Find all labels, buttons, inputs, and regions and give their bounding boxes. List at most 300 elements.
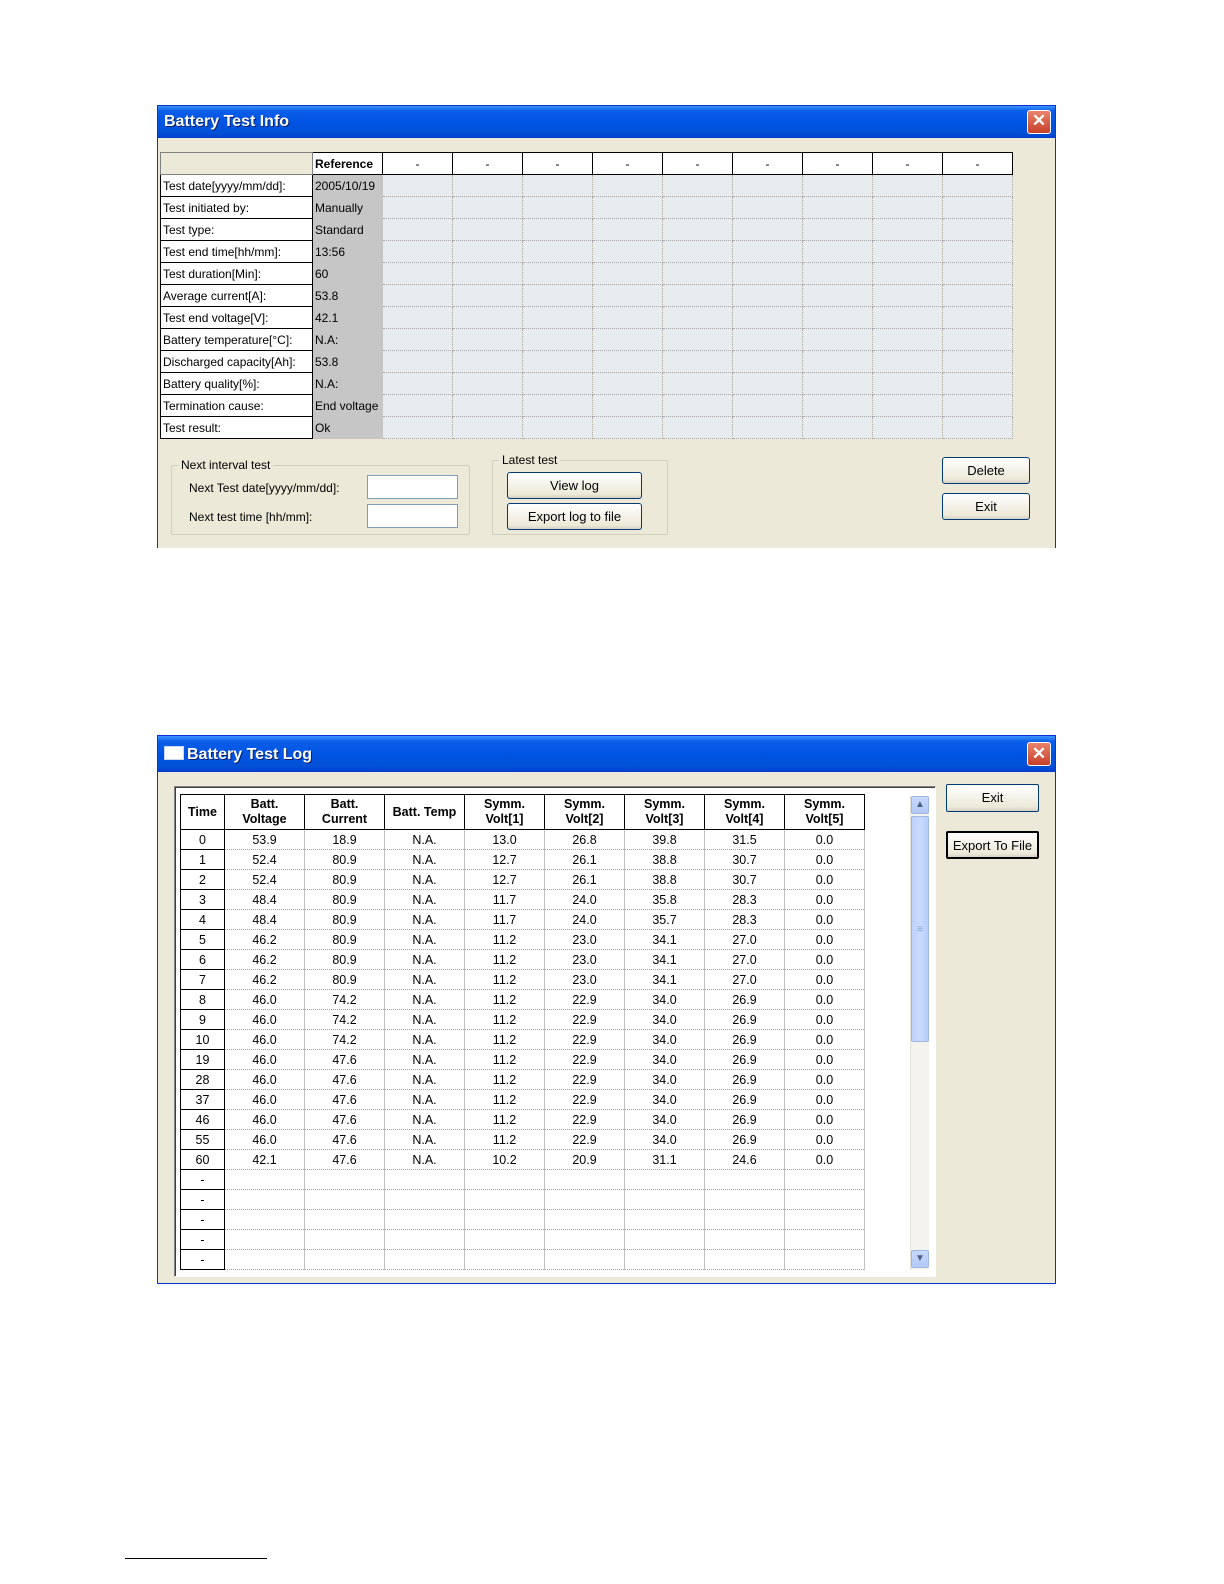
log-value-cell[interactable]: 11.2: [465, 1130, 545, 1150]
log-value-cell[interactable]: N.A.: [385, 930, 465, 950]
log-value-cell[interactable]: 46.0: [225, 990, 305, 1010]
log-value-cell[interactable]: [545, 1210, 625, 1230]
reference-value[interactable]: 2005/10/19: [313, 175, 383, 197]
empty-test-cell[interactable]: [803, 197, 873, 219]
reference-value[interactable]: Standard: [313, 219, 383, 241]
log-value-cell[interactable]: N.A.: [385, 830, 465, 850]
log-value-cell[interactable]: 0.0: [785, 970, 865, 990]
log-value-cell[interactable]: 0.0: [785, 890, 865, 910]
log-value-cell[interactable]: 31.1: [625, 1150, 705, 1170]
log-value-cell[interactable]: [385, 1190, 465, 1210]
log-time-cell[interactable]: 46: [181, 1110, 225, 1130]
empty-test-cell[interactable]: [733, 307, 803, 329]
log-value-cell[interactable]: 46.2: [225, 950, 305, 970]
log-column-header[interactable]: Symm. Volt[1]: [465, 795, 545, 830]
empty-test-cell[interactable]: [453, 219, 523, 241]
log-value-cell[interactable]: [225, 1230, 305, 1250]
log-time-cell[interactable]: -: [181, 1170, 225, 1190]
log-column-header[interactable]: Time: [181, 795, 225, 830]
empty-test-cell[interactable]: [943, 175, 1013, 197]
log-time-cell[interactable]: -: [181, 1250, 225, 1270]
log-column-header[interactable]: Symm. Volt[5]: [785, 795, 865, 830]
reference-value[interactable]: N.A:: [313, 373, 383, 395]
reference-value[interactable]: End voltage: [313, 395, 383, 417]
empty-test-cell[interactable]: [593, 263, 663, 285]
log-value-cell[interactable]: 18.9: [305, 830, 385, 850]
log-value-cell[interactable]: 47.6: [305, 1130, 385, 1150]
info-title-bar[interactable]: [158, 106, 1055, 138]
empty-test-cell[interactable]: [453, 329, 523, 351]
log-value-cell[interactable]: 31.5: [705, 830, 785, 850]
log-time-cell[interactable]: 28: [181, 1070, 225, 1090]
log-value-cell[interactable]: 46.0: [225, 1130, 305, 1150]
test-column-header[interactable]: -: [873, 153, 943, 175]
log-value-cell[interactable]: 80.9: [305, 850, 385, 870]
empty-test-cell[interactable]: [663, 351, 733, 373]
log-value-cell[interactable]: 26.9: [705, 1070, 785, 1090]
log-value-cell[interactable]: 34.0: [625, 1030, 705, 1050]
log-value-cell[interactable]: 80.9: [305, 950, 385, 970]
log-time-cell[interactable]: 6: [181, 950, 225, 970]
empty-test-cell[interactable]: [803, 175, 873, 197]
empty-test-cell[interactable]: [803, 417, 873, 439]
empty-test-cell[interactable]: [453, 175, 523, 197]
empty-test-cell[interactable]: [523, 395, 593, 417]
log-value-cell[interactable]: 74.2: [305, 1030, 385, 1050]
empty-test-cell[interactable]: [383, 175, 453, 197]
reference-value[interactable]: 42.1: [313, 307, 383, 329]
empty-test-cell[interactable]: [733, 351, 803, 373]
empty-test-cell[interactable]: [803, 263, 873, 285]
empty-test-cell[interactable]: [803, 351, 873, 373]
empty-test-cell[interactable]: [523, 373, 593, 395]
log-time-cell[interactable]: 60: [181, 1150, 225, 1170]
log-value-cell[interactable]: 26.9: [705, 1130, 785, 1150]
empty-test-cell[interactable]: [873, 285, 943, 307]
log-value-cell[interactable]: 22.9: [545, 1090, 625, 1110]
log-value-cell[interactable]: 23.0: [545, 930, 625, 950]
test-column-header[interactable]: -: [803, 153, 873, 175]
empty-test-cell[interactable]: [593, 417, 663, 439]
empty-test-cell[interactable]: [943, 395, 1013, 417]
log-value-cell[interactable]: 23.0: [545, 950, 625, 970]
empty-test-cell[interactable]: [523, 197, 593, 219]
empty-test-cell[interactable]: [663, 197, 733, 219]
log-column-header[interactable]: Batt. Temp: [385, 795, 465, 830]
log-value-cell[interactable]: 11.2: [465, 1030, 545, 1050]
empty-test-cell[interactable]: [523, 241, 593, 263]
log-value-cell[interactable]: N.A.: [385, 990, 465, 1010]
empty-test-cell[interactable]: [663, 175, 733, 197]
log-value-cell[interactable]: 27.0: [705, 930, 785, 950]
log-value-cell[interactable]: 80.9: [305, 890, 385, 910]
reference-value[interactable]: 53.8: [313, 285, 383, 307]
test-column-header[interactable]: -: [383, 153, 453, 175]
log-value-cell[interactable]: 34.0: [625, 1010, 705, 1030]
log-value-cell[interactable]: 11.2: [465, 1090, 545, 1110]
empty-test-cell[interactable]: [943, 285, 1013, 307]
log-time-cell[interactable]: 7: [181, 970, 225, 990]
log-value-cell[interactable]: 46.2: [225, 970, 305, 990]
log-time-cell[interactable]: 9: [181, 1010, 225, 1030]
log-value-cell[interactable]: N.A.: [385, 1030, 465, 1050]
log-value-cell[interactable]: [705, 1210, 785, 1230]
next-test-time-field[interactable]: [367, 504, 458, 528]
log-value-cell[interactable]: 26.9: [705, 1090, 785, 1110]
empty-test-cell[interactable]: [663, 307, 733, 329]
log-value-cell[interactable]: 46.0: [225, 1030, 305, 1050]
empty-test-cell[interactable]: [943, 373, 1013, 395]
empty-test-cell[interactable]: [663, 241, 733, 263]
empty-test-cell[interactable]: [873, 373, 943, 395]
empty-test-cell[interactable]: [593, 307, 663, 329]
log-value-cell[interactable]: 0.0: [785, 1110, 865, 1130]
log-value-cell[interactable]: [785, 1210, 865, 1230]
empty-test-cell[interactable]: [453, 351, 523, 373]
log-value-cell[interactable]: 46.0: [225, 1070, 305, 1090]
empty-test-cell[interactable]: [663, 373, 733, 395]
log-value-cell[interactable]: 47.6: [305, 1070, 385, 1090]
info-exit-button[interactable]: Exit: [942, 493, 1030, 520]
log-value-cell[interactable]: 26.1: [545, 850, 625, 870]
scroll-up-arrow-icon[interactable]: ▲: [911, 796, 929, 814]
log-value-cell[interactable]: 34.0: [625, 1070, 705, 1090]
empty-test-cell[interactable]: [873, 395, 943, 417]
log-time-cell[interactable]: 0: [181, 830, 225, 850]
log-time-cell[interactable]: 8: [181, 990, 225, 1010]
log-value-cell[interactable]: [625, 1230, 705, 1250]
log-value-cell[interactable]: 35.8: [625, 890, 705, 910]
empty-test-cell[interactable]: [733, 263, 803, 285]
log-value-cell[interactable]: 0.0: [785, 1150, 865, 1170]
export-log-to-file-button[interactable]: Export log to file: [507, 503, 642, 530]
log-value-cell[interactable]: 34.0: [625, 1130, 705, 1150]
log-value-cell[interactable]: 22.9: [545, 1010, 625, 1030]
log-value-cell[interactable]: N.A.: [385, 970, 465, 990]
log-value-cell[interactable]: [465, 1250, 545, 1270]
log-time-cell[interactable]: 2: [181, 870, 225, 890]
log-value-cell[interactable]: [705, 1250, 785, 1270]
log-value-cell[interactable]: 11.2: [465, 930, 545, 950]
log-time-cell[interactable]: 55: [181, 1130, 225, 1150]
log-value-cell[interactable]: [705, 1230, 785, 1250]
reference-value[interactable]: Ok: [313, 417, 383, 439]
log-value-cell[interactable]: 24.0: [545, 910, 625, 930]
log-time-cell[interactable]: 37: [181, 1090, 225, 1110]
log-value-cell[interactable]: [785, 1170, 865, 1190]
log-time-cell[interactable]: 10: [181, 1030, 225, 1050]
log-value-cell[interactable]: 22.9: [545, 1050, 625, 1070]
empty-test-cell[interactable]: [733, 373, 803, 395]
log-value-cell[interactable]: 26.9: [705, 1110, 785, 1130]
log-value-cell[interactable]: N.A.: [385, 870, 465, 890]
empty-test-cell[interactable]: [663, 417, 733, 439]
log-value-cell[interactable]: 10.2: [465, 1150, 545, 1170]
log-column-header[interactable]: Symm. Volt[3]: [625, 795, 705, 830]
empty-test-cell[interactable]: [663, 395, 733, 417]
empty-test-cell[interactable]: [383, 285, 453, 307]
log-value-cell[interactable]: [385, 1210, 465, 1230]
reference-value[interactable]: 53.8: [313, 351, 383, 373]
log-value-cell[interactable]: [305, 1210, 385, 1230]
empty-test-cell[interactable]: [383, 241, 453, 263]
log-value-cell[interactable]: 34.1: [625, 970, 705, 990]
log-value-cell[interactable]: 35.7: [625, 910, 705, 930]
empty-test-cell[interactable]: [803, 395, 873, 417]
log-value-cell[interactable]: 47.6: [305, 1090, 385, 1110]
empty-test-cell[interactable]: [943, 263, 1013, 285]
log-value-cell[interactable]: 34.1: [625, 930, 705, 950]
empty-test-cell[interactable]: [873, 241, 943, 263]
log-value-cell[interactable]: 28.3: [705, 890, 785, 910]
log-value-cell[interactable]: 34.0: [625, 1090, 705, 1110]
log-value-cell[interactable]: 20.9: [545, 1150, 625, 1170]
log-value-cell[interactable]: [225, 1210, 305, 1230]
log-value-cell[interactable]: [625, 1210, 705, 1230]
log-value-cell[interactable]: [785, 1250, 865, 1270]
test-column-header[interactable]: -: [733, 153, 803, 175]
log-column-header[interactable]: Batt. Voltage: [225, 795, 305, 830]
log-value-cell[interactable]: 22.9: [545, 1030, 625, 1050]
log-value-cell[interactable]: 46.0: [225, 1090, 305, 1110]
log-value-cell[interactable]: 80.9: [305, 970, 385, 990]
log-exit-button[interactable]: Exit: [946, 784, 1039, 812]
empty-test-cell[interactable]: [523, 329, 593, 351]
log-value-cell[interactable]: 47.6: [305, 1050, 385, 1070]
log-value-cell[interactable]: 0.0: [785, 930, 865, 950]
log-value-cell[interactable]: 11.2: [465, 970, 545, 990]
empty-test-cell[interactable]: [593, 395, 663, 417]
empty-test-cell[interactable]: [593, 285, 663, 307]
log-value-cell[interactable]: [545, 1170, 625, 1190]
log-value-cell[interactable]: 0.0: [785, 870, 865, 890]
test-column-header[interactable]: -: [523, 153, 593, 175]
empty-test-cell[interactable]: [523, 263, 593, 285]
log-value-cell[interactable]: 53.9: [225, 830, 305, 850]
log-value-cell[interactable]: N.A.: [385, 1070, 465, 1090]
log-value-cell[interactable]: 0.0: [785, 1090, 865, 1110]
log-value-cell[interactable]: 24.0: [545, 890, 625, 910]
test-column-header[interactable]: -: [593, 153, 663, 175]
log-column-header[interactable]: Symm. Volt[2]: [545, 795, 625, 830]
log-value-cell[interactable]: 11.2: [465, 1070, 545, 1090]
log-time-cell[interactable]: 19: [181, 1050, 225, 1070]
log-value-cell[interactable]: 12.7: [465, 850, 545, 870]
empty-test-cell[interactable]: [383, 219, 453, 241]
log-value-cell[interactable]: 30.7: [705, 870, 785, 890]
log-value-cell[interactable]: [545, 1190, 625, 1210]
log-value-cell[interactable]: [465, 1190, 545, 1210]
log-value-cell[interactable]: 27.0: [705, 950, 785, 970]
log-value-cell[interactable]: 0.0: [785, 1070, 865, 1090]
log-value-cell[interactable]: 46.0: [225, 1050, 305, 1070]
empty-test-cell[interactable]: [453, 307, 523, 329]
reference-column-header[interactable]: Reference: [313, 153, 383, 175]
log-value-cell[interactable]: 24.6: [705, 1150, 785, 1170]
empty-test-cell[interactable]: [663, 219, 733, 241]
log-value-cell[interactable]: 28.3: [705, 910, 785, 930]
close-icon[interactable]: ✕: [1027, 742, 1051, 766]
empty-test-cell[interactable]: [733, 197, 803, 219]
log-value-cell[interactable]: 34.0: [625, 990, 705, 1010]
empty-test-cell[interactable]: [803, 373, 873, 395]
log-value-cell[interactable]: 42.1: [225, 1150, 305, 1170]
log-value-cell[interactable]: 11.2: [465, 950, 545, 970]
log-value-cell[interactable]: 34.0: [625, 1050, 705, 1070]
empty-test-cell[interactable]: [593, 329, 663, 351]
log-value-cell[interactable]: [305, 1250, 385, 1270]
empty-test-cell[interactable]: [733, 417, 803, 439]
empty-test-cell[interactable]: [523, 417, 593, 439]
empty-test-cell[interactable]: [663, 285, 733, 307]
log-value-cell[interactable]: 22.9: [545, 990, 625, 1010]
log-value-cell[interactable]: 46.0: [225, 1110, 305, 1130]
log-value-cell[interactable]: [705, 1170, 785, 1190]
log-value-cell[interactable]: 11.7: [465, 910, 545, 930]
empty-test-cell[interactable]: [943, 197, 1013, 219]
log-value-cell[interactable]: 22.9: [545, 1110, 625, 1130]
empty-test-cell[interactable]: [733, 241, 803, 263]
empty-test-cell[interactable]: [943, 351, 1013, 373]
test-column-header[interactable]: -: [453, 153, 523, 175]
empty-test-cell[interactable]: [803, 329, 873, 351]
empty-test-cell[interactable]: [733, 285, 803, 307]
reference-value[interactable]: 13:56: [313, 241, 383, 263]
log-value-cell[interactable]: 26.1: [545, 870, 625, 890]
log-time-cell[interactable]: 3: [181, 890, 225, 910]
log-value-cell[interactable]: [305, 1230, 385, 1250]
log-value-cell[interactable]: 0.0: [785, 1050, 865, 1070]
empty-test-cell[interactable]: [873, 175, 943, 197]
log-value-cell[interactable]: [225, 1170, 305, 1190]
empty-test-cell[interactable]: [733, 175, 803, 197]
empty-test-cell[interactable]: [383, 197, 453, 219]
log-value-cell[interactable]: N.A.: [385, 950, 465, 970]
log-value-cell[interactable]: 46.2: [225, 930, 305, 950]
reference-value[interactable]: Manually: [313, 197, 383, 219]
log-time-cell[interactable]: -: [181, 1210, 225, 1230]
log-value-cell[interactable]: N.A.: [385, 1090, 465, 1110]
log-value-cell[interactable]: 11.7: [465, 890, 545, 910]
log-value-cell[interactable]: 48.4: [225, 910, 305, 930]
log-value-cell[interactable]: 11.2: [465, 1050, 545, 1070]
log-column-header[interactable]: Symm. Volt[4]: [705, 795, 785, 830]
log-value-cell[interactable]: 38.8: [625, 870, 705, 890]
log-value-cell[interactable]: 0.0: [785, 1130, 865, 1150]
log-time-cell[interactable]: 4: [181, 910, 225, 930]
empty-test-cell[interactable]: [383, 329, 453, 351]
test-column-header[interactable]: -: [943, 153, 1013, 175]
log-value-cell[interactable]: 22.9: [545, 1070, 625, 1090]
log-value-cell[interactable]: 27.0: [705, 970, 785, 990]
log-value-cell[interactable]: 74.2: [305, 990, 385, 1010]
log-value-cell[interactable]: [305, 1190, 385, 1210]
empty-test-cell[interactable]: [523, 307, 593, 329]
log-value-cell[interactable]: 11.2: [465, 1010, 545, 1030]
log-value-cell[interactable]: [385, 1170, 465, 1190]
empty-test-cell[interactable]: [873, 219, 943, 241]
log-value-cell[interactable]: [625, 1170, 705, 1190]
empty-test-cell[interactable]: [943, 307, 1013, 329]
empty-test-cell[interactable]: [873, 417, 943, 439]
empty-test-cell[interactable]: [803, 241, 873, 263]
empty-test-cell[interactable]: [593, 197, 663, 219]
empty-test-cell[interactable]: [593, 241, 663, 263]
log-value-cell[interactable]: 48.4: [225, 890, 305, 910]
empty-test-cell[interactable]: [733, 329, 803, 351]
log-value-cell[interactable]: N.A.: [385, 1130, 465, 1150]
log-value-cell[interactable]: [545, 1230, 625, 1250]
empty-test-cell[interactable]: [593, 373, 663, 395]
empty-test-cell[interactable]: [803, 219, 873, 241]
empty-test-cell[interactable]: [873, 307, 943, 329]
empty-test-cell[interactable]: [523, 351, 593, 373]
delete-button[interactable]: Delete: [942, 457, 1030, 484]
log-title-bar[interactable]: [158, 736, 1055, 772]
empty-test-cell[interactable]: [803, 307, 873, 329]
log-time-cell[interactable]: -: [181, 1190, 225, 1210]
empty-test-cell[interactable]: [523, 285, 593, 307]
log-time-cell[interactable]: 5: [181, 930, 225, 950]
log-value-cell[interactable]: N.A.: [385, 1050, 465, 1070]
log-value-cell[interactable]: 0.0: [785, 1030, 865, 1050]
log-value-cell[interactable]: 38.8: [625, 850, 705, 870]
log-value-cell[interactable]: N.A.: [385, 1010, 465, 1030]
log-value-cell[interactable]: 0.0: [785, 910, 865, 930]
log-value-cell[interactable]: 22.9: [545, 1130, 625, 1150]
log-value-cell[interactable]: [545, 1250, 625, 1270]
log-value-cell[interactable]: 52.4: [225, 850, 305, 870]
log-column-header[interactable]: Batt. Current: [305, 795, 385, 830]
log-value-cell[interactable]: [385, 1230, 465, 1250]
log-value-cell[interactable]: N.A.: [385, 850, 465, 870]
log-value-cell[interactable]: N.A.: [385, 1110, 465, 1130]
log-value-cell[interactable]: [225, 1250, 305, 1270]
log-value-cell[interactable]: [785, 1190, 865, 1210]
log-value-cell[interactable]: 80.9: [305, 910, 385, 930]
log-value-cell[interactable]: [305, 1170, 385, 1190]
empty-test-cell[interactable]: [383, 263, 453, 285]
log-value-cell[interactable]: 26.9: [705, 1010, 785, 1030]
empty-test-cell[interactable]: [873, 329, 943, 351]
log-value-cell[interactable]: 47.6: [305, 1110, 385, 1130]
empty-test-cell[interactable]: [523, 175, 593, 197]
log-value-cell[interactable]: 0.0: [785, 830, 865, 850]
log-value-cell[interactable]: 0.0: [785, 850, 865, 870]
log-value-cell[interactable]: 0.0: [785, 950, 865, 970]
next-test-date-field[interactable]: [367, 475, 458, 499]
log-value-cell[interactable]: 46.0: [225, 1010, 305, 1030]
log-value-cell[interactable]: 12.7: [465, 870, 545, 890]
empty-test-cell[interactable]: [943, 241, 1013, 263]
empty-test-cell[interactable]: [733, 219, 803, 241]
empty-test-cell[interactable]: [663, 263, 733, 285]
log-value-cell[interactable]: [385, 1250, 465, 1270]
empty-test-cell[interactable]: [453, 241, 523, 263]
empty-test-cell[interactable]: [453, 263, 523, 285]
log-value-cell[interactable]: 23.0: [545, 970, 625, 990]
log-value-cell[interactable]: 0.0: [785, 1010, 865, 1030]
log-value-cell[interactable]: 26.9: [705, 1030, 785, 1050]
log-value-cell[interactable]: 26.9: [705, 1050, 785, 1070]
empty-test-cell[interactable]: [383, 351, 453, 373]
log-value-cell[interactable]: N.A.: [385, 890, 465, 910]
reference-value[interactable]: 60: [313, 263, 383, 285]
log-value-cell[interactable]: 0.0: [785, 990, 865, 1010]
scroll-thumb[interactable]: ≡: [911, 816, 929, 1042]
log-value-cell[interactable]: [785, 1230, 865, 1250]
log-value-cell[interactable]: [625, 1250, 705, 1270]
